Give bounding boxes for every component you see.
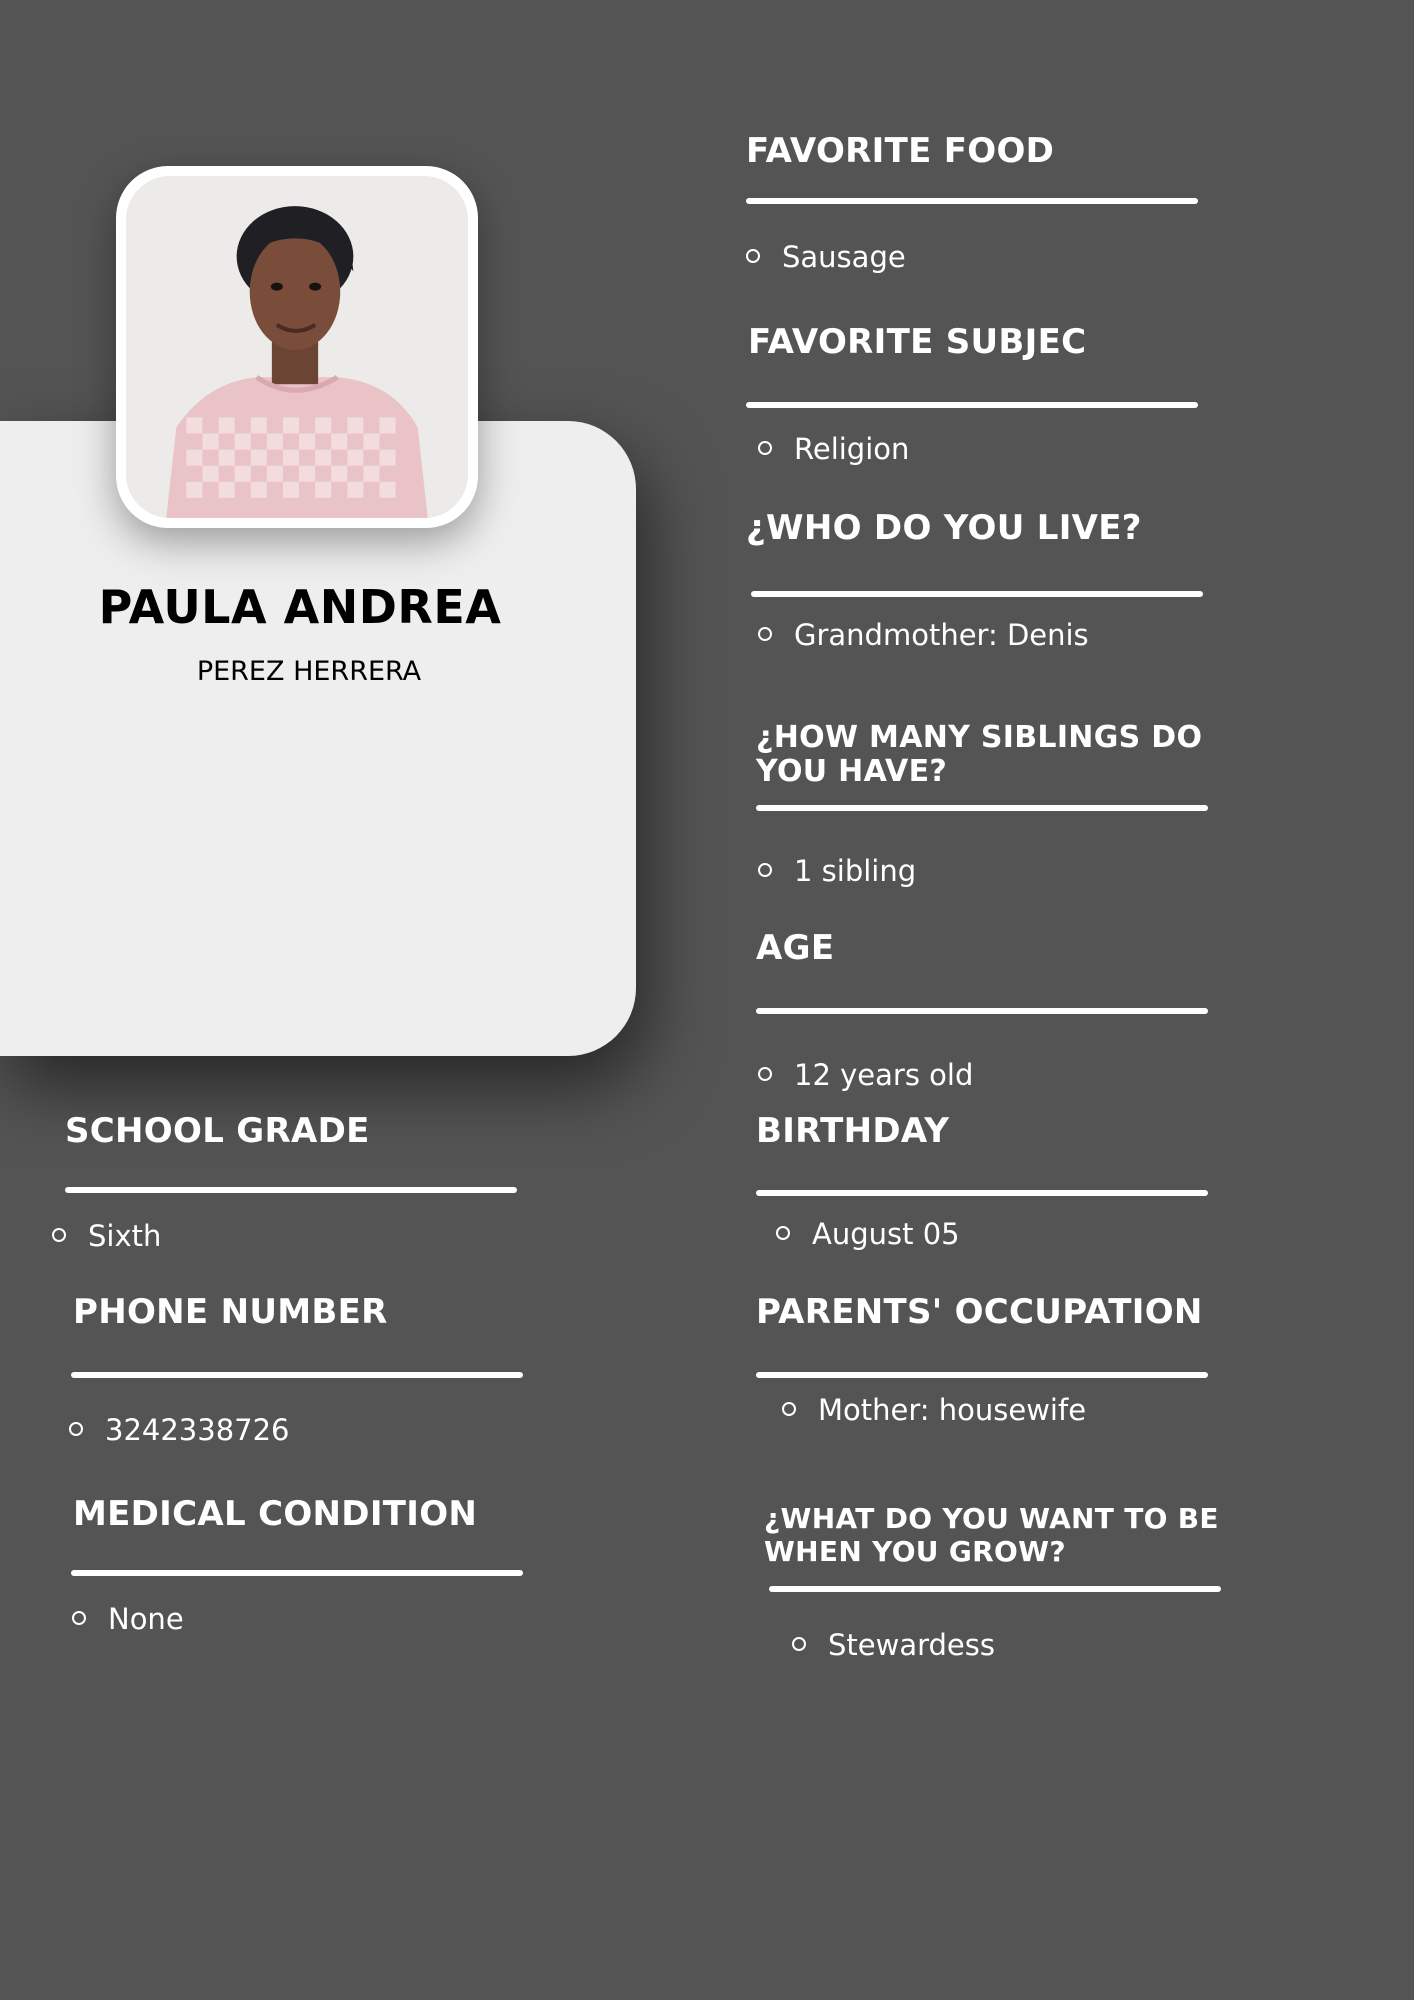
medical-condition-value: None [108,1602,184,1636]
future-title: ¿WHAT DO YOU WANT TO BE WHEN YOU GROW? [764,1502,1219,1568]
medical-condition-section [73,1495,477,1533]
profile-photo-frame [116,166,478,528]
parents-occupation-divider [756,1372,1208,1378]
favorite-subject-section [748,323,1086,361]
future-value: Stewardess [828,1628,995,1662]
school-grade-item [52,1219,161,1253]
bullet-icon [69,1422,83,1436]
phone-number-title: PHONE NUMBER [73,1292,388,1332]
siblings-value: 1 sibling [794,854,917,888]
bullet-icon [52,1228,66,1242]
birthday-value: August 05 [812,1217,960,1251]
school-grade-value: Sixth [88,1219,162,1253]
favorite-subject-value: Religion [794,432,910,466]
who-live-divider [751,591,1203,597]
future-section [764,1502,1324,1568]
siblings-divider [756,805,1208,811]
phone-number-section [73,1293,388,1331]
favorite-subject-item [758,432,909,466]
bullet-icon [758,1067,772,1081]
bullet-icon [776,1226,790,1240]
phone-number-divider [71,1372,523,1378]
birthday-title: BIRTHDAY [756,1111,950,1151]
age-section [756,929,834,967]
portrait-image [126,176,468,518]
favorite-food-section [746,132,1054,170]
siblings-section [756,721,1256,789]
parents-occupation-title: PARENTS' OCCUPATION [756,1292,1203,1332]
who-live-value: Grandmother: Denis [794,618,1089,652]
age-item [758,1058,973,1092]
bullet-icon [746,249,760,263]
phone-number-item [69,1413,290,1447]
bullet-icon [792,1637,806,1651]
medical-condition-divider [71,1570,523,1576]
age-divider [756,1008,1208,1014]
future-item [792,1628,995,1662]
bullet-icon [758,863,772,877]
favorite-subject-divider [746,402,1198,408]
school-grade-divider [65,1187,517,1193]
birthday-divider [756,1190,1208,1196]
siblings-item [758,854,916,888]
age-title: AGE [756,928,835,968]
phone-number-value: 3242338726 [105,1413,290,1447]
bullet-icon [758,627,772,641]
bullet-icon [72,1611,86,1625]
last-name: PEREZ HERRERA [196,656,422,687]
future-divider [769,1586,1221,1592]
bullet-icon [758,441,772,455]
school-grade-section [65,1112,370,1150]
school-grade-title: SCHOOL GRADE [65,1111,370,1151]
parents-occupation-section [756,1293,1203,1331]
parents-occupation-value: Mother: housewife [818,1393,1087,1427]
favorite-food-item [746,240,906,274]
profile-photo [126,176,468,518]
favorite-food-value: Sausage [782,240,906,274]
medical-condition-title: MEDICAL CONDITION [73,1494,478,1534]
siblings-title: ¿HOW MANY SIBLINGS DO YOU HAVE? [756,720,1203,789]
birthday-item [776,1217,960,1251]
bullet-icon [782,1402,796,1416]
favorite-food-divider [746,198,1198,204]
medical-condition-item [72,1602,184,1636]
favorite-subject-title: FAVORITE SUBJEC [748,322,1087,362]
first-name: PAULA ANDREA [98,580,502,634]
favorite-food-title: FAVORITE FOOD [746,131,1055,171]
parents-occupation-item [782,1393,1086,1427]
who-live-item [758,618,1089,652]
age-value: 12 years old [794,1058,974,1092]
who-live-section [746,509,1142,547]
who-live-title: ¿WHO DO YOU LIVE? [746,508,1142,548]
birthday-section [756,1112,949,1150]
